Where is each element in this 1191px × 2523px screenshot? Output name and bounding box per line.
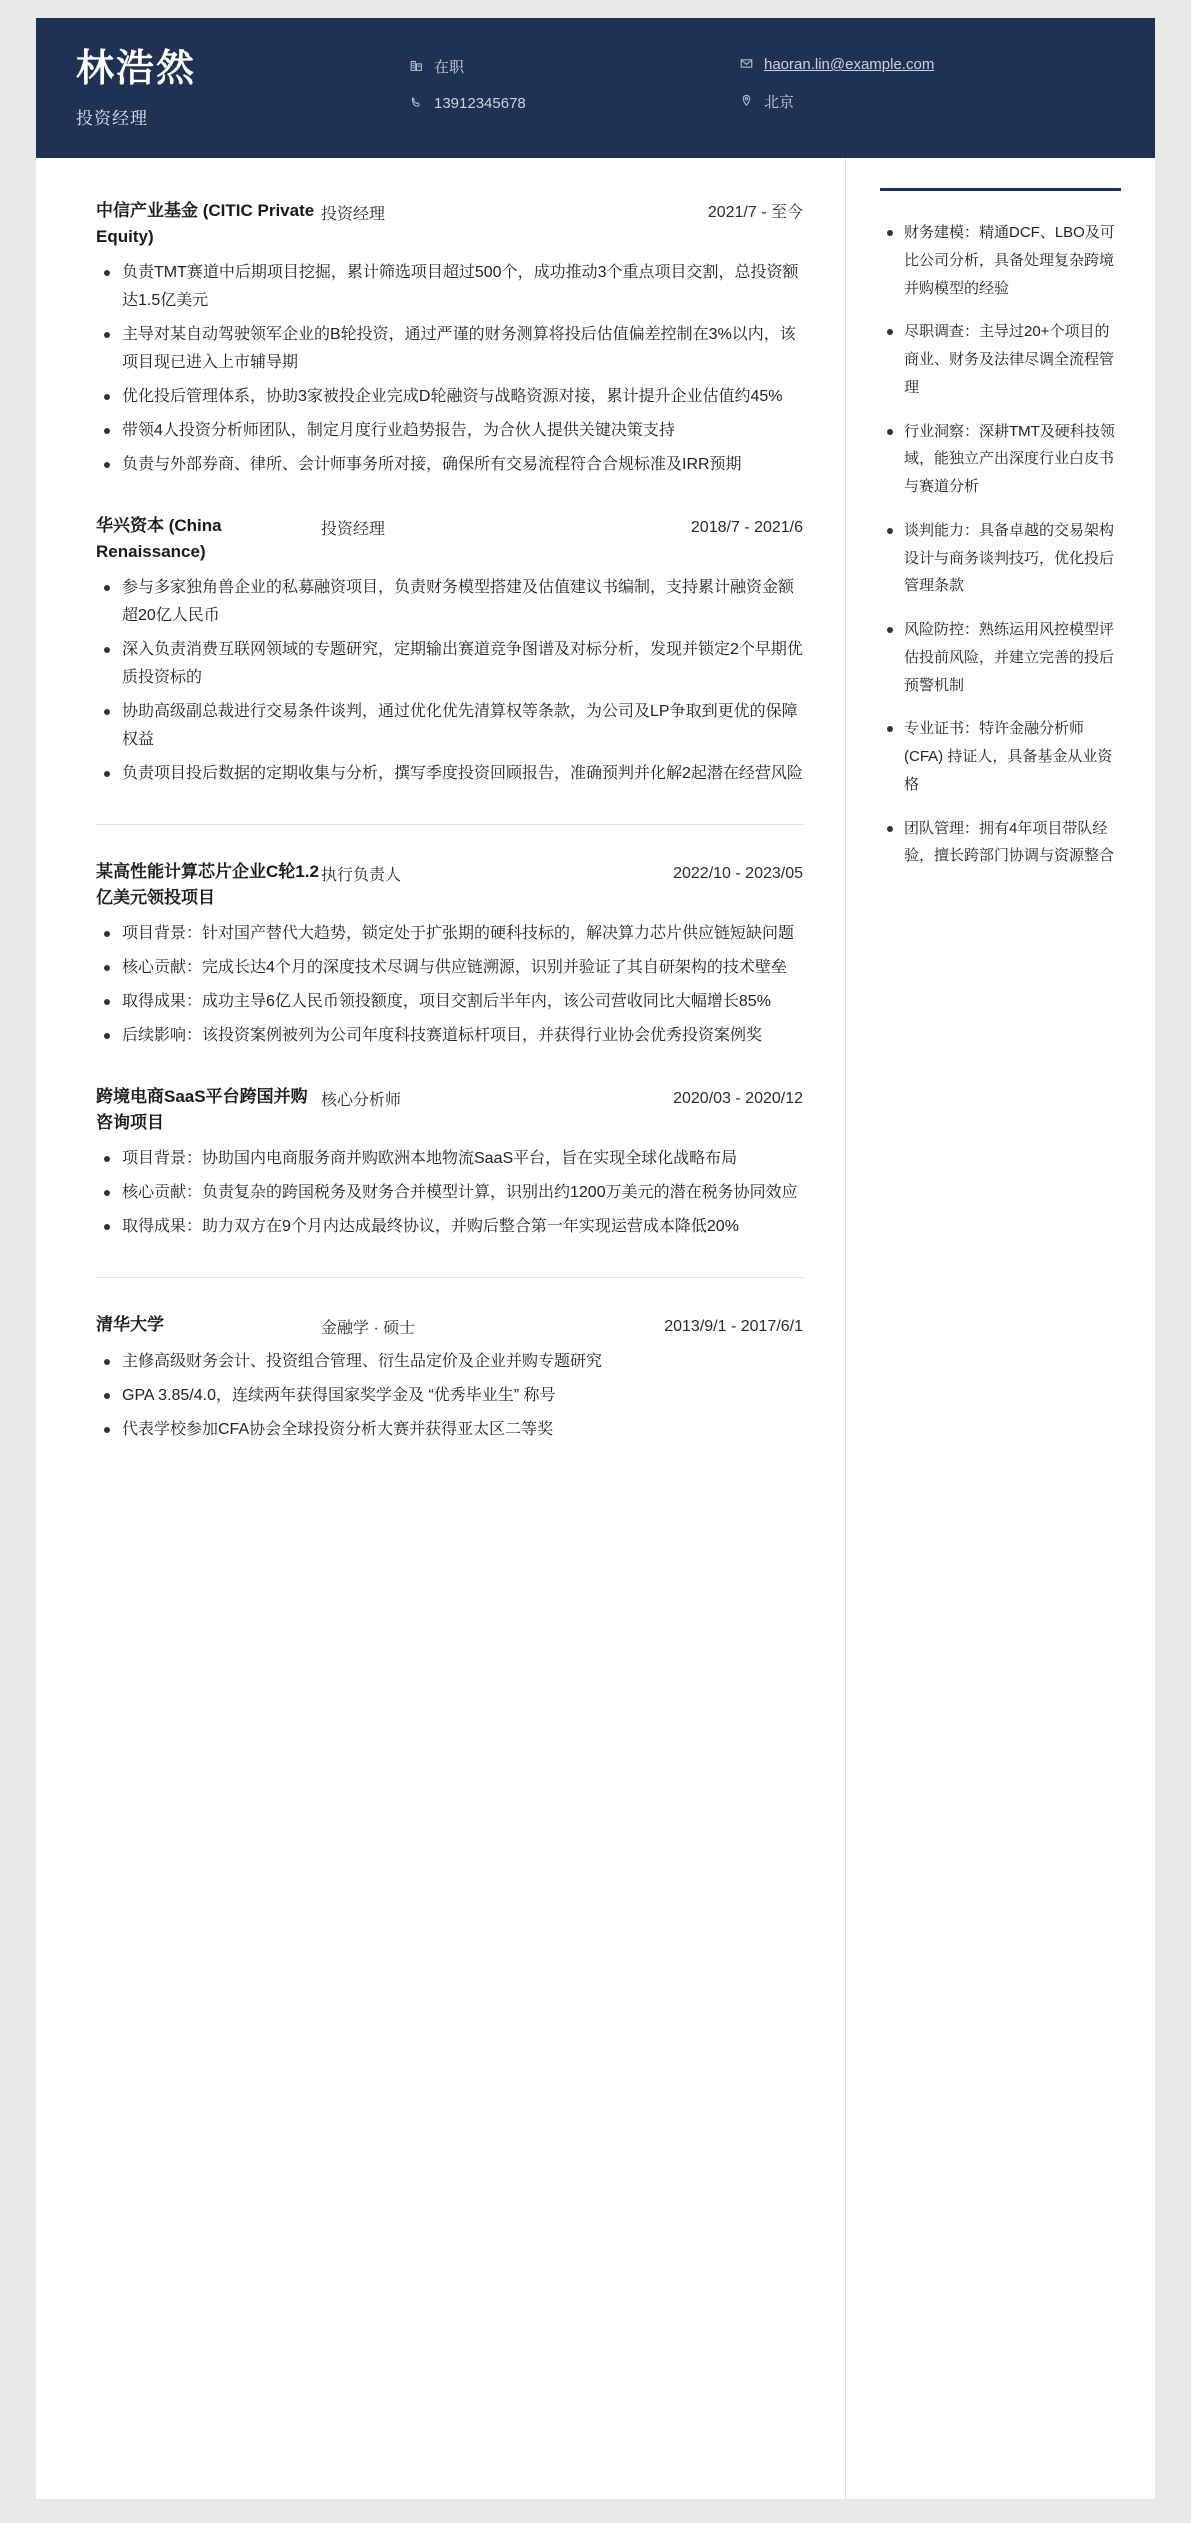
entry-role: 执行负责人 <box>321 867 402 884</box>
list-item: 风险防控：熟练运用风控模型评估投前风险，并建立完善的投后预警机制 <box>880 616 1121 699</box>
resume-sheet <box>36 18 1155 2499</box>
resume-body <box>36 158 1155 2499</box>
entry-date: 2013/9/1 - 2017/6/1 <box>664 1318 803 1335</box>
list-item: 负责项目投后数据的定期收集与分析，撰写季度投资回顾报告，准确预判并化解2起潜在经营风险 <box>96 760 803 788</box>
section-divider <box>96 824 803 825</box>
section-divider <box>96 1277 803 1278</box>
list-item: 项目背景：针对国产替代大趋势，锁定处于扩张期的硬科技标的，解决算力芯片供应链短缺问题 <box>96 920 803 948</box>
candidate-title: 投资经理 <box>76 108 148 128</box>
list-item: 协助高级副总裁进行交易条件谈判，通过优化优先清算权等条款，为公司及LP争取到更优的保障权益 <box>96 698 803 754</box>
contact-phone <box>406 95 736 112</box>
list-item: 优化投后管理体系，协助3家被投企业完成D轮融资与战略资源对接，累计提升企业估值约45% <box>96 383 803 411</box>
contact-email-value[interactable]: haoran.lin@example.com <box>764 56 935 73</box>
entry-date: 2022/10 - 2023/05 <box>673 865 803 882</box>
list-item: GPA 3.85/4.0，连续两年获得国家奖学金及 “优秀毕业生” 称号 <box>96 1382 803 1410</box>
entry-date: 2021/7 - 至今 <box>707 204 803 221</box>
mail-icon <box>736 57 756 73</box>
skills-list <box>880 219 1121 870</box>
contact-email[interactable] <box>736 56 1115 73</box>
entry-header <box>96 198 803 249</box>
skills-sidebar <box>845 158 1155 2499</box>
experience-entry <box>96 198 803 479</box>
list-item: 后续影响：该投资案例被列为公司年度科技赛道标杆项目，并获得行业协会优秀投资案例奖 <box>96 1022 803 1050</box>
entry-date: 2020/03 - 2020/12 <box>673 1090 803 1107</box>
contact-status <box>406 56 736 77</box>
main-column <box>36 158 845 2499</box>
entry-organization: 跨境电商SaaS平台跨国并购咨询项目 <box>96 1087 308 1132</box>
building-icon <box>406 59 426 75</box>
project-entry <box>96 1084 803 1241</box>
entry-points <box>96 920 803 1050</box>
entry-points <box>96 1145 803 1241</box>
contact-location <box>736 91 1115 112</box>
entry-organization: 中信产业基金 (CITIC Private Equity) <box>96 201 315 246</box>
list-item: 负责与外部券商、律所、会计师事务所对接，确保所有交易流程符合合规标准及IRR预期 <box>96 451 803 479</box>
list-item: 带领4人投资分析师团队，制定月度行业趋势报告，为合伙人提供关键决策支持 <box>96 417 803 445</box>
project-entry <box>96 859 803 1050</box>
list-item: 专业证书：特许金融分析师 (CFA) 持证人，具备基金从业资格 <box>880 715 1121 798</box>
list-item: 主修高级财务会计、投资组合管理、衍生品定价及企业并购专题研究 <box>96 1348 803 1376</box>
entry-role: 投资经理 <box>321 206 386 223</box>
entry-organization: 某高性能计算芯片企业C轮1.2亿美元领投项目 <box>96 862 319 907</box>
contact-phone-value: 13912345678 <box>434 95 526 112</box>
list-item: 取得成果：成功主导6亿人民币领投额度，项目交割后半年内，该公司营收同比大幅增长85% <box>96 988 803 1016</box>
list-item: 参与多家独角兽企业的私募融资项目，负责财务模型搭建及估值建议书编制，支持累计融资金额超20亿人民币 <box>96 574 803 630</box>
resume-header <box>36 18 1155 158</box>
list-item: 团队管理：拥有4年项目带队经验，擅长跨部门协调与资源整合 <box>880 815 1121 871</box>
list-item: 财务建模：精通DCF、LBO及可比公司分析，具备处理复杂跨境并购模型的经验 <box>880 219 1121 302</box>
location-icon <box>736 94 756 110</box>
experience-entry <box>96 513 803 788</box>
entry-role: 核心分析师 <box>321 1092 402 1109</box>
entry-organization: 华兴资本 (China Renaissance) <box>96 516 222 561</box>
entry-points <box>96 574 803 788</box>
list-item: 取得成果：助力双方在9个月内达成最终协议，并购后整合第一年实现运营成本降低20% <box>96 1213 803 1241</box>
list-item: 项目背景：协助国内电商服务商并购欧洲本地物流SaaS平台，旨在实现全球化战略布局 <box>96 1145 803 1173</box>
candidate-name: 林浩然 <box>76 48 197 90</box>
phone-icon <box>406 96 426 112</box>
entry-header <box>96 513 803 564</box>
list-item: 主导对某自动驾驶领军企业的B轮投资，通过严谨的财务测算将投后估值偏差控制在3%以内，该项目现已进入上市辅导期 <box>96 321 803 377</box>
list-item: 谈判能力：具备卓越的交易架构设计与商务谈判技巧，优化投后管理条款 <box>880 517 1121 600</box>
list-item: 核心贡献：负责复杂的跨国税务及财务合并模型计算，识别出约1200万美元的潜在税务协同效应 <box>96 1179 803 1207</box>
list-item: 负责TMT赛道中后期项目挖掘，累计筛选项目超过500个，成功推动3个重点项目交割，总投资额达1.5亿美元 <box>96 259 803 315</box>
entry-header <box>96 859 803 910</box>
entry-header <box>96 1312 803 1338</box>
entry-points <box>96 259 803 479</box>
list-item: 代表学校参加CFA协会全球投资分析大赛并获得亚太区二等奖 <box>96 1416 803 1444</box>
sidebar-rule <box>880 188 1121 191</box>
list-item: 深入负责消费互联网领域的专题研究，定期输出赛道竞争图谱及对标分析，发现并锁定2个早期优质投资标的 <box>96 636 803 692</box>
entry-header <box>96 1084 803 1135</box>
list-item: 尽职调查：主导过20+个项目的商业、财务及法律尽调全流程管理 <box>880 318 1121 401</box>
education-entry <box>96 1312 803 1444</box>
header-identity <box>76 48 406 129</box>
contact-status-value: 在职 <box>434 59 465 76</box>
header-contacts-left <box>406 48 736 130</box>
entry-points <box>96 1348 803 1444</box>
list-item: 核心贡献：完成长达4个月的深度技术尽调与供应链溯源，识别并验证了其自研架构的技术壁垒 <box>96 954 803 982</box>
list-item: 行业洞察：深耕TMT及硬科技领域，能独立产出深度行业白皮书与赛道分析 <box>880 418 1121 501</box>
entry-role: 金融学 · 硕士 <box>321 1320 416 1337</box>
entry-date: 2018/7 - 2021/6 <box>690 519 803 536</box>
entry-role: 投资经理 <box>321 521 386 538</box>
entry-organization: 清华大学 <box>96 1315 164 1334</box>
header-contacts-right <box>736 48 1115 130</box>
contact-location-value: 北京 <box>764 94 795 111</box>
